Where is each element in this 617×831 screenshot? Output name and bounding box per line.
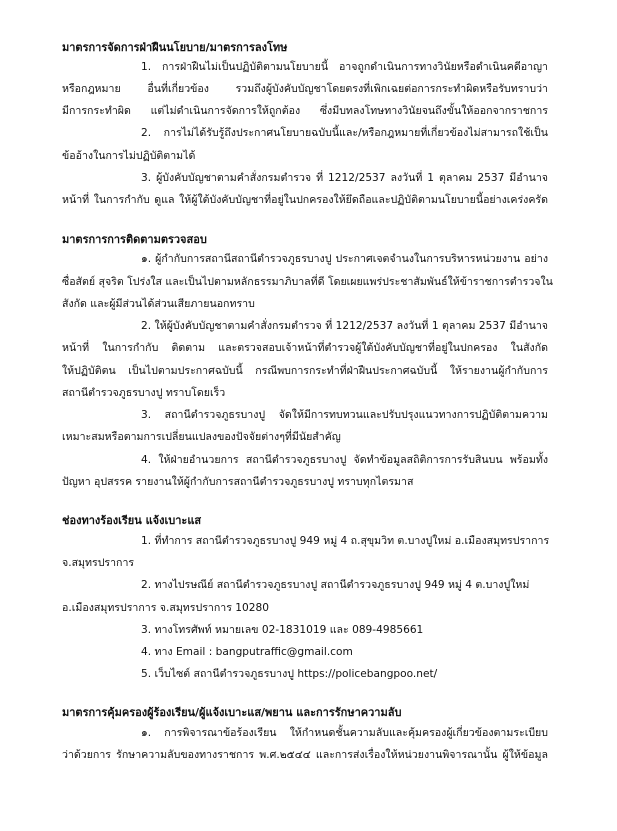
paragraph-line: สังกัด และผู้มีส่วนได้ส่วนเสียภายนอกทราบ	[62, 298, 255, 310]
paragraph-line: หน้าที่ ในการกำกับ ดูแล ให้ผู้ใต้บังคับบัญชาที่อยู่ในปกครองให้ยึดถือและปฏิบัติตามนโยบายนี้อย่างเคร่งครัด	[62, 194, 548, 206]
paragraph-line: ปัญหา อุปสรรค รายงานให้ผู้กำกับการสถานีตำรวจภูธรบางปู ทราบทุกไตรมาส	[62, 476, 414, 488]
paragraph-line: ๑. ผู้กำกับการสถานีสถานีตำรวจภูธรบางปู ประกาศเจตจำนงในการบริหารหน่วยงาน อย่าง	[141, 253, 548, 265]
paragraph-line: 2. ให้ผู้บังคับบัญชาตามคำสั่งกรมตำรวจ ที่ 1212/2537 ลงวันที่ 1 ตุลาคม 2537 มีอำนาจ	[141, 320, 548, 332]
website-line: 5. เว็บไซต์ สถานีตำรวจภูธรบางปู https://policebangpoo.net/	[141, 668, 438, 680]
paragraph-line: 2. การไม่ได้รับรู้ถึงประกาศนโยบายฉบับนี้และ/หรือกฎหมายที่เกี่ยวข้องไม่สามารถใช้เป็น	[141, 127, 548, 139]
paragraph-line: หรือกฎหมาย อื่นที่เกี่ยวข้อง รวมถึงผู้บังคับบัญชาโดยตรงที่เพิกเฉยต่อการกระทำผิดหรือรับทราบว่า	[62, 83, 548, 95]
phone-line: 3. ทางโทรศัพท์ หมายเลข 02-1831019 และ 089-4985661	[141, 624, 424, 636]
paragraph-line: ให้ปฏิบัติตน เป็นไปตามประกาศฉบับนี้ กรณีพบการกระทำที่ฝ่าฝืนประกาศฉบับนี้ ให้รายงานผู้กำกับการ	[62, 365, 548, 377]
paragraph-line: ๑. การพิจารณาข้อร้องเรียน ให้กำหนดชั้นความลับและคุ้มครองผู้เกี่ยวข้องตามระเบียบ	[141, 727, 548, 739]
paragraph-line: 2. ทางไปรษณีย์ สถานีตำรวจภูธรบางปู สถานีตำรวจภูธรบางปู 949 หมู่ 4 ต.บางปูใหม่	[141, 579, 530, 591]
paragraph-line: 4. ให้ฝ่ายอำนวยการ สถานีตำรวจภูธรบางปู จัดทำข้อมูลสถิติการการรับสินบน พร้อมทั้ง	[141, 454, 548, 466]
paragraph-line: ซื่อสัตย์ สุจริต โปร่งใส และเป็นไปตามหลักธรรมาภิบาลที่ดี โดยเผยแพร่ประชาสัมพันธ์ให้ข้าราชการตำรวจใน	[62, 276, 553, 288]
section-heading-complaint-channels: ช่องทางร้องเรียน แจ้งเบาะแส	[62, 514, 202, 527]
paragraph-line: 3. สถานีตำรวจภูธรบางปู จัดให้มีการทบทวนและปรับปรุงแนวทางการปฏิบัติตามความ	[141, 409, 548, 421]
paragraph-line: หน้าที่ ในการกำกับ ติดตาม และตรวจสอบเจ้าหน้าที่ตำรวจผู้ใต้บังคับบัญชาที่อยู่ในปกครอง ในสังกัด	[62, 342, 548, 354]
paragraph-line: ว่าด้วยการ รักษาความลับของทางราชการ พ.ศ.๒๕๔๔ และการส่งเรื่องให้หน่วยงานพิจารณานั้น ผู้ให้ข้อมูล	[62, 749, 548, 761]
paragraph-line: จ.สมุทรปราการ	[62, 557, 135, 569]
paragraph-line: 1. ที่ทำการ สถานีตำรวจภูธรบางปู 949 หมู่ 4 ถ.สุขุมวิท ต.บางปูใหม่ อ.เมืองสมุทรปราการ	[141, 535, 550, 547]
paragraph-line: ข้ออ้างในการไม่ปฏิบัติตามได้	[62, 150, 196, 162]
paragraph-line: เหมาะสมหรือตามการเปลี่ยนแปลงของปัจจัยต่างๆที่มีนัยสำคัญ	[62, 431, 341, 443]
section-heading-penalty: มาตรการจัดการฝ่าฝืนนโยบาย/มาตรการลงโทษ	[62, 41, 288, 54]
paragraph-line: สถานีตำรวจภูธรบางปู ทราบโดยเร็ว	[62, 387, 226, 399]
paragraph-line: 1. การฝ่าฝืนไม่เป็นปฏิบัติตามนโยบายนี้ อาจถูกดำเนินการทางวินัยหรือดำเนินคดีอาญา	[141, 61, 548, 73]
paragraph-line: 3. ผู้บังคับบัญชาตามคำสั่งกรมตำรวจ ที่ 1212/2537 ลงวันที่ 1 ตุลาคม 2537 มีอำนาจ	[141, 172, 548, 184]
paragraph-line: อ.เมืองสมุทรปราการ จ.สมุทรปราการ 10280	[62, 602, 269, 614]
email-line: 4. ทาง Email : bangputraffic@gmail.com	[141, 646, 353, 658]
paragraph-line: มีการกระทำผิด แต่ไม่ดำเนินการจัดการให้ถูกต้อง ซึ่งมีบทลงโทษทางวินัยจนถึงขั้นให้ออกจากราชการ	[62, 105, 548, 117]
section-heading-protection: มาตรการคุ้มครองผู้ร้องเรียน/ผู้แจ้งเบาะแส/พยาน และการรักษาความลับ	[62, 706, 402, 719]
section-heading-monitoring: มาตรการการติดตามตรวจสอบ	[62, 233, 207, 246]
